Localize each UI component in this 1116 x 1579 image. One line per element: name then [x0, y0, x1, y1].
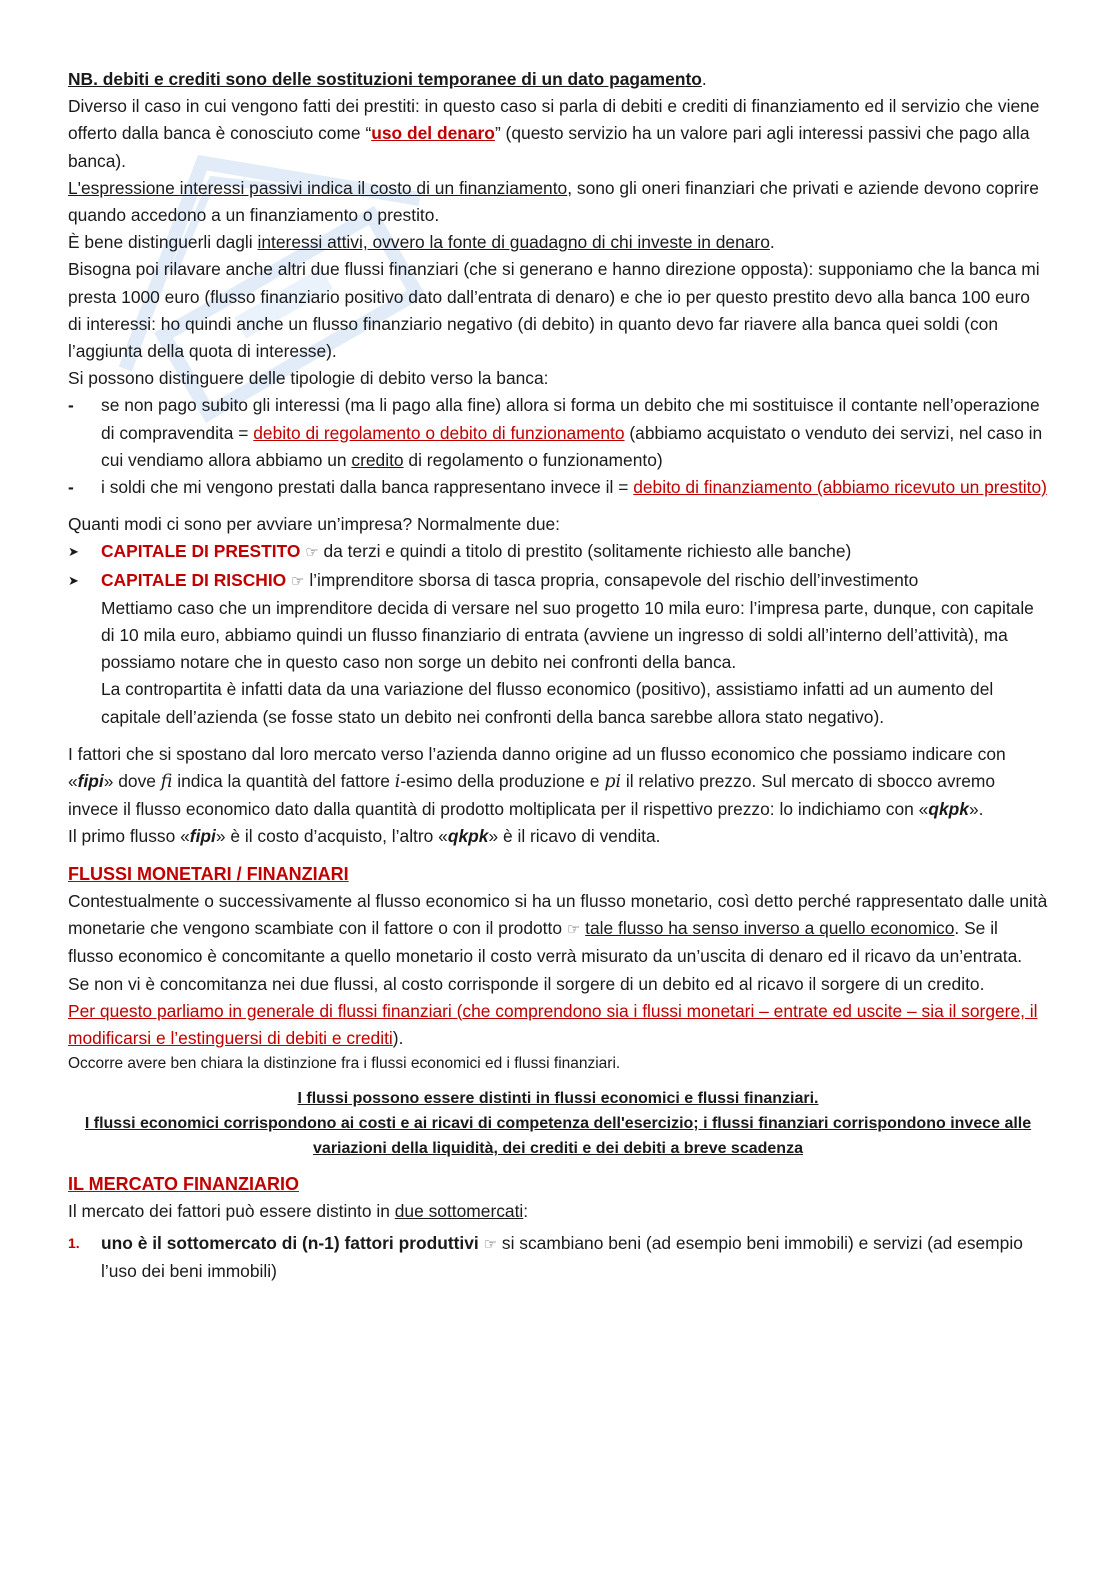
pointing-hand-icon: ☞ [566, 921, 581, 939]
section-title-mercato-finanziario: IL MERCATO FINANZIARIO [68, 1174, 299, 1195]
paragraph-mercato: Il mercato dei fattori può essere distinto in due sottomercati: [68, 1201, 529, 1222]
arrow-bullet-icon: ➤ [68, 544, 79, 560]
numbered-item-1: 1. uno è il sottomercato di (n-1) fattori produttivi ☞ si scambiano beni (ad esempio beni immobili) e servizi (ad esempio l’uso dei beni immobili) [68, 1232, 1023, 1281]
document-body [68, 66, 1048, 1285]
note-distinzione: Occorre avere ben chiara la distinzione fra i flussi economici ed i flussi finanziari. [68, 1055, 621, 1073]
pointing-hand-icon: ☞ [305, 544, 319, 562]
list-item-capitale-prestito: ➤ CAPITALE DI PRESTITO ☞ da terzi e quindi a titolo di prestito (solitamente richiesto alle banche) [68, 538, 1048, 566]
list-item-capitale-rischio: ➤ CAPITALE DI RISCHIO ☞ l’imprenditore sborsa di tasca propria, consapevole del rischio dell’investimento Mettiamo caso che un imprenditore decida di versare nel suo progetto 10 mila euro: l’impresa parte, dunque, con capitale di 10 mila euro, abbiamo quindi un flusso finanziario di entrata (avviene un ingresso di soldi all’interno dell’attività), ma possiamo notare che in questo caso non sorge un debito nei confronti della banca. La contropartita è infatti data da una variazione del flusso economico (positivo), assistiamo infatti ad un aumento del capitale dell’azienda (se fosse stato un debito nei confronti della banca sarebbe allora stato negativo). [68, 567, 1048, 731]
section-title-flussi-monetari: FLUSSI MONETARI / FINANZIARI [68, 863, 349, 884]
summary-flussi-2: I flussi economici corrispondono ai costi e ai ricavi di competenza dell'esercizio; i flussi finanziari corrispondono invece alle variazioni della liquidità, dei crediti e dei debiti a breve scadenza [84, 1115, 1032, 1158]
interessi-passivi-def: L'espressione interessi passivi indica il costo di un finanziamento [68, 177, 568, 198]
list-item-debito-finanziamento: - i soldi che mi vengono prestati dalla banca rappresentano invece il = debito di finanziamento (abbiamo ricevuto un prestito) [68, 477, 1047, 498]
nb-note: NB. debiti e crediti sono delle sostituzioni temporanee di un dato pagamento [68, 69, 702, 89]
pointing-hand-icon: ☞ [291, 572, 305, 590]
paragraph-flussi-monetari: Contestualmente o successivamente al flusso economico si ha un flusso monetario, così detto perché rappresentato dalle unità monetarie che vengono scambiate con il fattore o con il prodotto ☞ tale flusso ha senso inverso a quello economico. Se il flusso economico è concomitante a quello monetario il costo verrà misurato da un’uscita di denaro ed il ricavo da un’entrata. Se non vi è concomitanza nei due flussi, al costo corrisponde il sorgere di un debito ed al ricavo il sorgere di un credito. Per questo parliamo in generale di flussi finanziari (che comprendono sia i flussi monetari – entrate ed uscite – sia il sorgere, il modificarsi e l’estinguersi di debiti e crediti). [68, 890, 1048, 1048]
interessi-attivi-def: interessi attivi, ovvero la fonte di guadagno di chi investe in denaro [257, 232, 770, 253]
paragraph-intro: NB. debiti e crediti sono delle sostituzioni temporanee di un dato pagamento. Diverso il caso in cui vengono fatti dei prestiti: in questo caso si parla di debiti e crediti di finanziamento ed il servizio che viene offerto dalla banca è conosciuto come “uso del denaro” (questo servizio ha un valore pari agli interessi passivi che pago alla banca). L'espressione interessi passivi indica il costo di un finanziamento, sono gli oneri finanziari che privati e aziende devono coprire quando accedono a un finanziamento o prestito. È bene distinguerli dagli interessi attivi, ovvero la fonte di guadagno di chi investe in denaro. Bisogna poi rilavare anche altri due flussi finanziari (che si generano e hanno direzione opposta): supponiamo che la banca mi presta 1000 euro (flusso finanziario positivo dato dall’entrata di denaro) e che io per questo prestito devo alla banca 100 euro di interessi: ho quindi anche un flusso finanziario negativo (di debito) in quanto devo far riavere alla banca quei soldi (con l’aggiunta della quota di interesse). Si possono distinguere delle tipologie di debito verso la banca: [68, 69, 1040, 389]
paragraph-question: Quanti modi ci sono per avviare un’impresa? Normalmente due: [68, 514, 561, 535]
pointing-hand-icon: ☞ [483, 1235, 498, 1253]
paragraph-flussi-economici: I fattori che si spostano dal loro mercato verso l’azienda danno origine ad un flusso economico che possiamo indicare con «fipi» dove fi indica la quantità del fattore i-esimo della produzione e pi il relativo prezzo. Sul mercato di sbocco avremo invece il flusso economico dato dalla quantità di prodotto moltiplicata per il rispettivo prezzo: lo indichiamo con «qkpk». Il primo flusso «fipi» è il costo d’acquisto, l’altro «qkpk» è il ricavo di vendita. [68, 743, 1006, 847]
list-item-debito-regolamento: - se non pago subito gli interessi (ma li pago alla fine) allora si forma un debito che mi sostituisce il contante nell’operazione di compravendita = debito di regolamento o debito di funzionamento (abbiamo acquistato o venduto dei servizi, nel caso in cui vendiamo allora abbiamo un credito di regolamento o funzionamento) [68, 395, 1043, 470]
arrow-bullet-icon: ➤ [68, 572, 79, 588]
summary-flussi-1: I flussi possono essere distinti in flussi economici e flussi finanziari. [297, 1090, 819, 1108]
uso-del-denaro-term: uso del denaro [371, 123, 495, 144]
